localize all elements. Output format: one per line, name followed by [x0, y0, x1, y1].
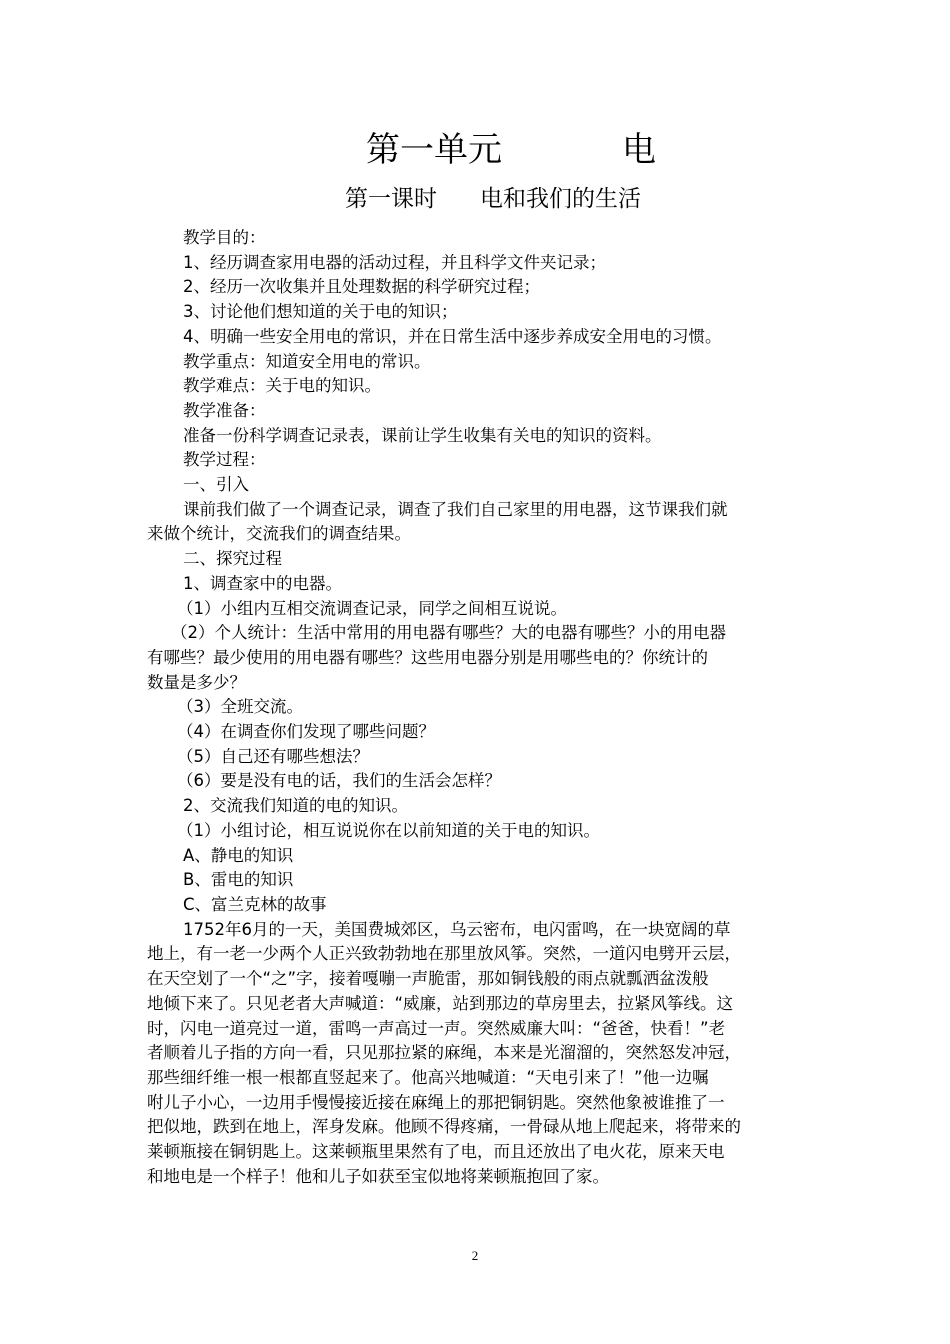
step-1-2-line-2: 有哪些？最少使用的用电器有哪些？这些用电器分别是用哪些电的？你统计的: [147, 647, 708, 667]
story-line: 1752年6月的一天，美国费城郊区，乌云密布，电闪雷鸣，在一块宽阔的草: [183, 919, 731, 939]
story-line: 在天空划了一个“之”字，接着嘎嘣一声脆雷，那如铜钱般的雨点就瓢洒盆泼般: [147, 969, 709, 989]
step-2-1: （1）小组讨论，相互说说你在以前知道的关于电的知识。: [177, 820, 600, 840]
step-1-4: （4）在调查你们发现了哪些问题？: [177, 722, 435, 742]
topic-c: C、富兰克林的故事: [183, 894, 327, 914]
prep-heading: 教学准备：: [183, 400, 266, 420]
story-line: 咐儿子小心，一边用手慢慢接近接在麻绳上的那把铜钥匙。突然他象被谁推了一: [147, 1092, 725, 1112]
story-line: 那些细纤维一根一根都直竖起来了。他高兴地喊道：“天电引来了！”他一边嘱: [147, 1067, 709, 1087]
step-1-1: （1）小组内互相交流调查记录，同学之间相互说说。: [177, 598, 567, 618]
intro-heading: 一、引入: [183, 475, 249, 495]
lesson-body: [147, 226, 813, 1189]
key-point: 教学重点：知道安全用电的常识。: [183, 351, 431, 371]
step-1-5: （5）自己还有哪些想法？: [177, 746, 369, 766]
unit-label: 第一单元: [366, 130, 502, 170]
story-line: 莱顿瓶接在铜钥匙上。这莱顿瓶里果然有了电，而且还放出了电火花，原来天电: [147, 1142, 725, 1162]
objectives-heading: 教学目的：: [183, 228, 266, 247]
lesson-label: 第一课时: [345, 186, 437, 212]
process-heading: 教学过程：: [183, 450, 266, 470]
step-1: 1、调查家中的电器。: [183, 573, 342, 593]
story-line: 和地电是一个样子！他和儿子如获至宝似地将莱顿瓶抱回了家。: [147, 1166, 609, 1186]
objective-3: 3、讨论他们想知道的关于电的知识；: [183, 302, 458, 322]
intro-line-2: 来做个统计，交流我们的调查结果。: [147, 524, 411, 544]
explore-heading: 二、探究过程: [183, 549, 282, 569]
prep-text: 准备一份科学调查记录表，课前让学生收集有关电的知识的资料。: [183, 425, 662, 445]
page-number: 2: [471, 1248, 479, 1263]
story-line: 地上，有一老一少两个人正兴致勃勃地在那里放风筝。突然，一道闪电劈开云层，: [147, 944, 741, 964]
unit-topic: 电: [622, 130, 656, 170]
lesson-title: [0, 182, 950, 218]
objective-2: 2、经历一次收集并且处理数据的科学研究过程；: [183, 277, 540, 297]
step-1-6: （6）要是没有电的话，我们的生活会怎样？: [177, 771, 501, 791]
step-1-3: （3）全班交流。: [177, 697, 303, 717]
lesson-topic: 电和我们的生活: [480, 186, 641, 212]
step-2: 2、交流我们知道的电的知识。: [183, 796, 408, 816]
story-line: 时，闪电一道亮过一道，雷鸣一声高过一声。突然威廉大叫：“爸爸，快看！”老: [147, 1018, 726, 1038]
story-line: 者顺着儿子指的方向一看，只见那拉紧的麻绳，本来是光溜溜的，突然怒发冲冠，: [147, 1043, 741, 1063]
story-line: 把似地，跌到在地上，浑身发麻。他顾不得疼痛，一骨碌从地上爬起来，将带来的: [147, 1117, 741, 1137]
difficulty: 教学难点：关于电的知识。: [183, 376, 381, 396]
step-1-2-line-3: 数量是多少？: [147, 672, 246, 692]
unit-title: [0, 128, 950, 176]
intro-line-1: 课前我们做了一个调查记录，调查了我们自己家里的用电器，这节课我们就: [183, 499, 728, 519]
step-1-2-line-1: （2）个人统计：生活中常用的用电器有哪些？大的电器有哪些？小的用电器: [171, 623, 726, 643]
story-line: 地倾下来了。只见老者大声喊道：“威廉，站到那边的草房里去，拉紧风筝线。这: [147, 993, 734, 1013]
topic-b: B、雷电的知识: [183, 870, 294, 890]
topic-a: A、静电的知识: [183, 845, 294, 865]
objective-4: 4、明确一些安全用电的常识，并在日常生活中逐步养成安全用电的习惯。: [183, 326, 722, 346]
objective-1: 1、经历调查家用电器的活动过程，并且科学文件夹记录；: [183, 252, 606, 272]
